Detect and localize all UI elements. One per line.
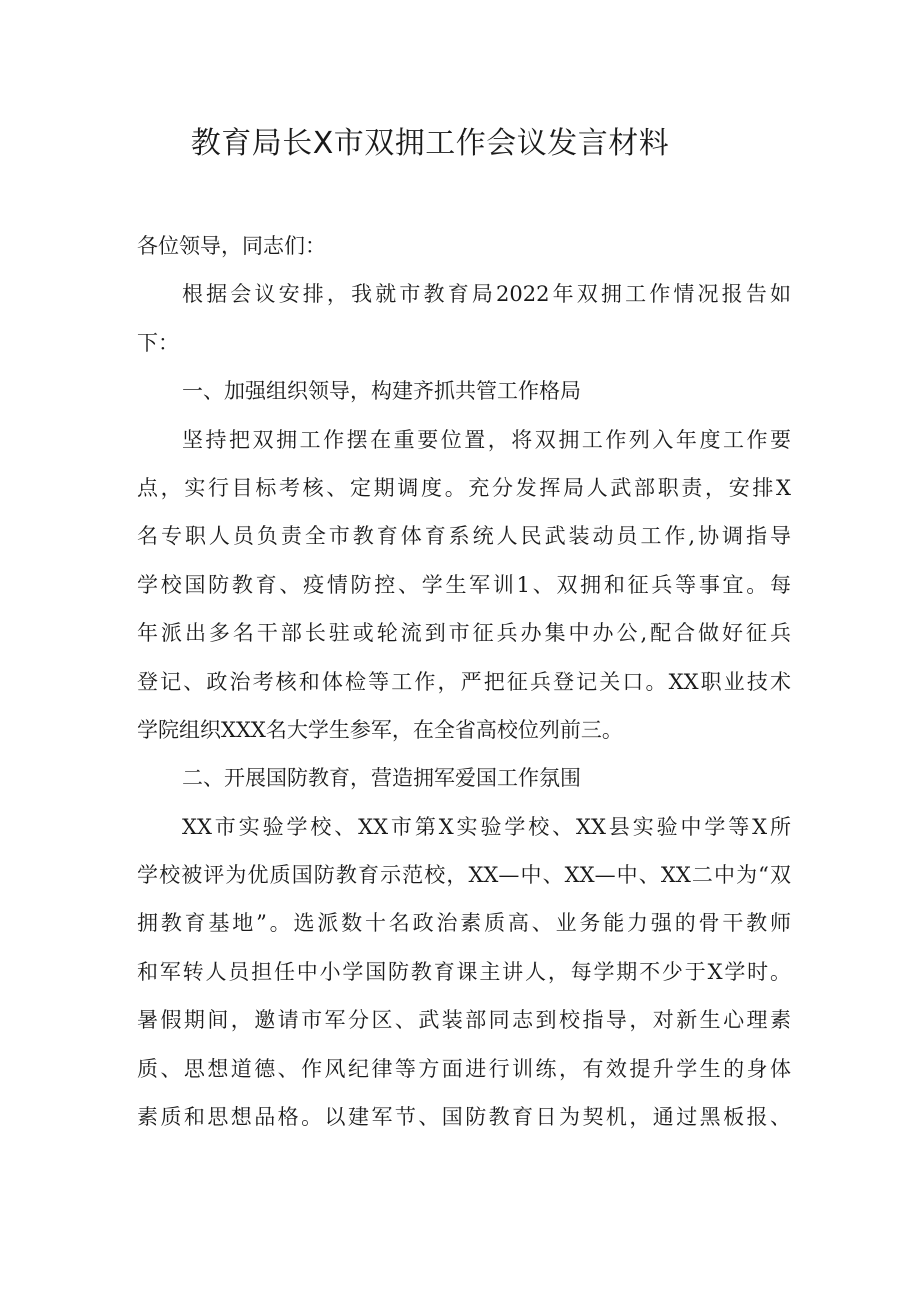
paragraph-line: 下： (137, 330, 179, 355)
paragraph-line: 素质和思想品格。以建军节、国防教育日为契机，通过黑板报、 (137, 1105, 791, 1130)
paragraph-line: 根据会议安排，我就市教育局2022年双拥工作情况报告如 (182, 282, 791, 307)
paragraph-line: 点，实行目标考核、定期调度。充分发挥局人武部职责，安排X (137, 475, 791, 500)
section-heading-1: 一、加强组织领导，构建齐抓共管工作格局 (182, 379, 581, 404)
salutation-line: 各位领导，同志们： (137, 234, 326, 258)
paragraph-line: 和军转人员担任中小学国防教育课主讲人，每学期不少于X学时。 (137, 959, 791, 984)
paragraph-line: 暑假期间，邀请市军分区、武装部同志到校指导，对新生心理素 (137, 1008, 791, 1033)
paragraph-line: 质、思想道德、作风纪律等方面进行训练，有效提升学生的身体 (137, 1056, 791, 1081)
document-body (137, 222, 791, 1141)
paragraph-line: 学院组织XXX名大学生参军，在全省高校位列前三。 (137, 717, 623, 742)
paragraph-line: XX市实验学校、XX市第X实验学校、XX县实验中学等X所 (182, 814, 791, 839)
paragraph-line: 学校被评为优质国防教育示范校，XX—中、XX—中、XX二中为“双 (137, 863, 791, 888)
paragraph-line: 名专职人员负责全市教育体育系统人民武装动员工作,协调指导 (137, 524, 791, 549)
paragraph-line: 年派出多名干部长驻或轮流到市征兵办集中办公,配合做好征兵 (137, 621, 791, 646)
paragraph-line: 拥教育基地”。选派数十名政治素质高、业务能力强的骨干教师 (137, 911, 791, 936)
section-heading-2: 二、开展国防教育，营造拥军爱国工作氛围 (182, 766, 581, 791)
document-title: 教育局长X市双拥工作会议发言材料 (190, 126, 670, 161)
paragraph-line: 学校国防教育、疫情防控、学生军训1、双拥和征兵等事宜。每 (137, 572, 791, 597)
paragraph-line: 登记、政治考核和体检等工作，严把征兵登记关口。XX职业技术 (137, 669, 791, 694)
paragraph-line: 坚持把双拥工作摆在重要位置，将双拥工作列入年度工作要 (182, 427, 791, 452)
